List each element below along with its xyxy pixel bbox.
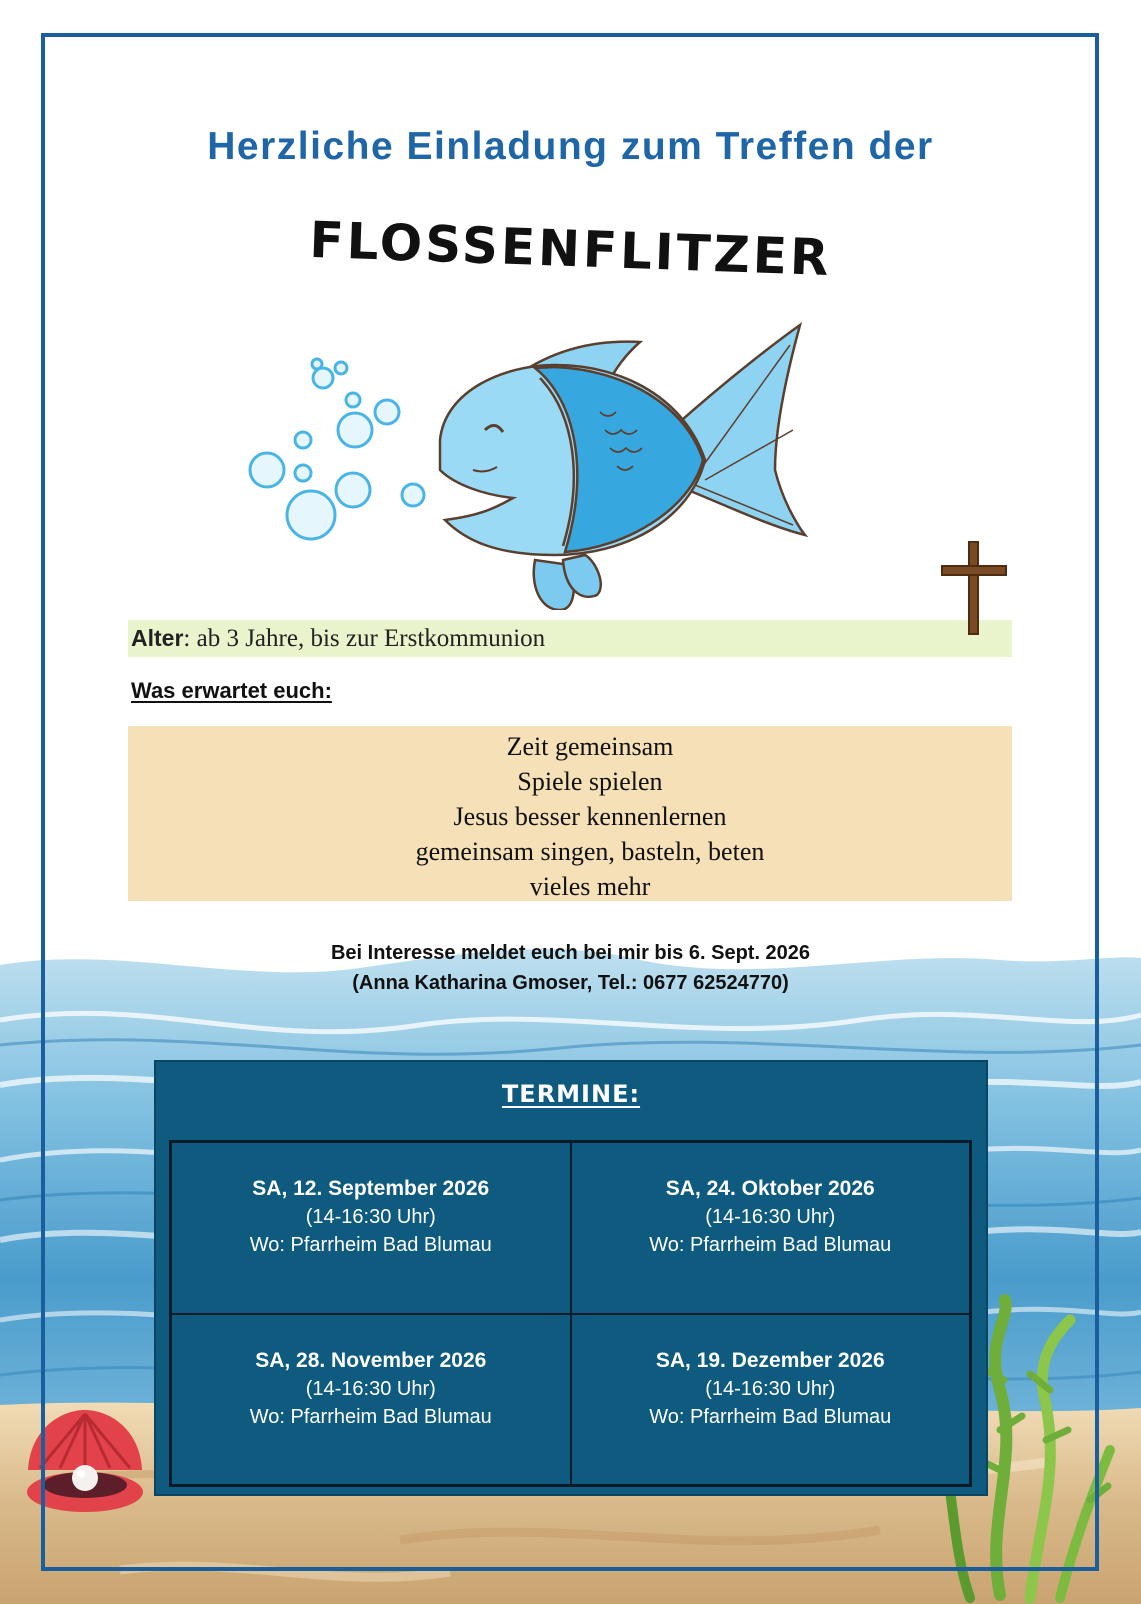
contact-deadline: Bei Interesse meldet euch bei mir bis 6. Sept. 2026 (330, 942, 811, 964)
dates-grid (169, 1140, 972, 1487)
date-card (171, 1142, 571, 1314)
date-time: (14-16:30 Uhr) (705, 1377, 836, 1400)
activity-item: Zeit gemeinsam (506, 732, 674, 761)
dates-title: TERMINE: (501, 1080, 641, 1108)
expectations-heading: Was erwartet euch: (131, 678, 332, 703)
date-time: (14-16:30 Uhr) (705, 1206, 836, 1228)
activity-item: Jesus besser kennenlernen (453, 802, 727, 831)
contact-info (0, 938, 1141, 998)
date-card (571, 1314, 971, 1486)
activity-item: gemeinsam singen, basteln, beten (415, 837, 765, 866)
fish-body (440, 325, 805, 610)
age-text: : ab 3 Jahre, bis zur Erstkommunion (183, 624, 546, 652)
date-day: SA, 24. Oktober 2026 (665, 1177, 875, 1200)
bubbles-icon (250, 359, 424, 539)
date-day: SA, 28. November 2026 (255, 1348, 487, 1372)
date-place: Wo: Pfarrheim Bad Blumau (249, 1234, 492, 1256)
date-card (171, 1314, 571, 1486)
fish-illustration (245, 320, 825, 610)
date-time: (14-16:30 Uhr) (305, 1377, 436, 1400)
date-time: (14-16:30 Uhr) (305, 1206, 436, 1228)
dates-panel (154, 1060, 988, 1496)
date-place: Wo: Pfarrheim Bad Blumau (649, 1234, 892, 1256)
date-day: SA, 12. September 2026 (252, 1177, 490, 1200)
age-label: Alter (131, 625, 184, 651)
invitation-headline: Herzliche Einladung zum Treffen der (207, 125, 934, 168)
age-info-bar (128, 620, 1012, 657)
cross-icon (940, 540, 1010, 636)
activity-item: Spiele spielen (517, 767, 663, 796)
date-day: SA, 19. Dezember 2026 (655, 1348, 885, 1372)
date-place: Wo: Pfarrheim Bad Blumau (249, 1405, 492, 1428)
date-card (571, 1142, 971, 1314)
activity-item: vieles mehr (529, 872, 651, 901)
date-place: Wo: Pfarrheim Bad Blumau (649, 1405, 892, 1428)
club-name: FLOSSENFLITZER (308, 210, 833, 288)
contact-person: (Anna Katharina Gmoser, Tel.: 0677 62524770) (352, 972, 789, 994)
activities-box (128, 726, 1012, 901)
